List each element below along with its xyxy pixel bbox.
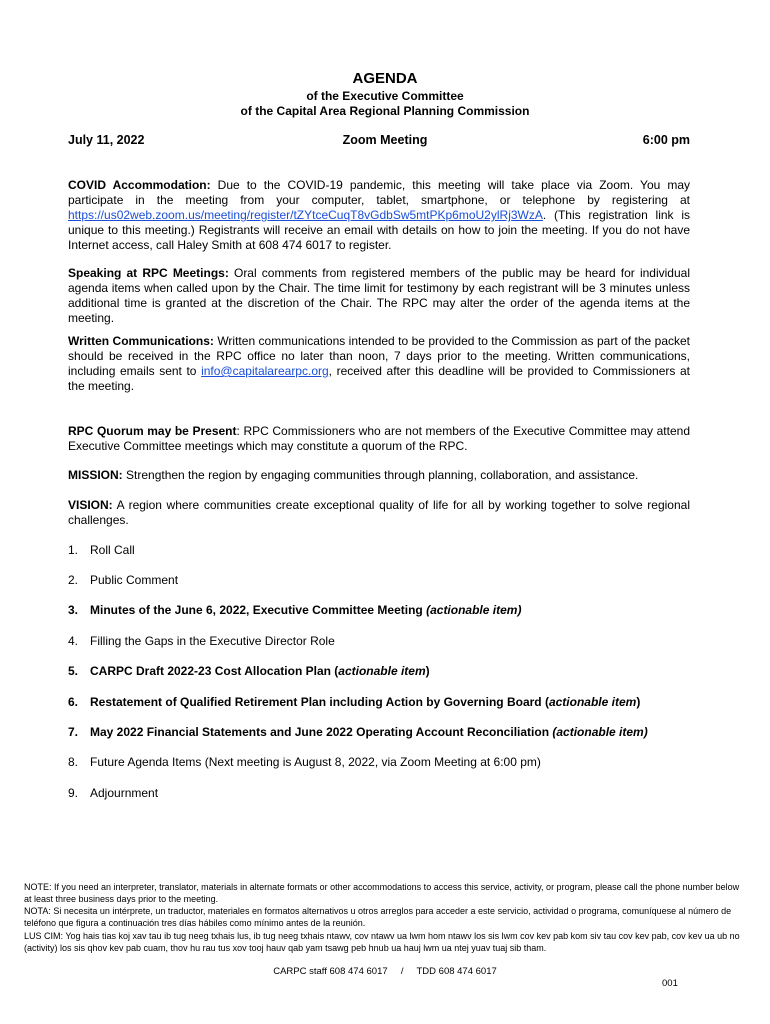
covid-text-1: Due to the COVID-19 pandemic, this meeting will take place via Zoom. You may participate in the meeting from your computer, tablet, smartphone, or telephone by registering at	[68, 178, 690, 207]
agenda-item	[68, 786, 158, 801]
agenda-item-text: Public Comment	[90, 573, 179, 587]
agenda-item	[68, 695, 640, 710]
agenda-item-number: 1.	[68, 543, 79, 557]
actionable-tag: (actionable item)	[552, 725, 648, 739]
actionable-tag: actionable item	[548, 695, 637, 709]
footer-contact: CARPC staff 608 474 6017 / TDD 608 474 6017	[273, 966, 497, 977]
mission-statement	[68, 468, 690, 483]
covid-text-2: . (This registration link is unique to this meeting.) Registrants will receive an email with details on how to join the meeting. If you do not have Internet access, call Haley Smith at 608 474 6017 to register.	[68, 208, 690, 252]
agenda-item	[68, 603, 521, 618]
agenda-item-text: Adjournment	[90, 786, 159, 800]
agenda-title: AGENDA	[352, 70, 418, 87]
meeting-time: 6:00 pm	[642, 133, 690, 147]
agenda-item-text: Roll Call	[90, 543, 135, 557]
agenda-item-number: 4.	[68, 634, 79, 648]
written-text-1: Written communications intended to be provided to the Commission as part of the packet should be received in the RPC office no later than noon, 7 days prior to the meeting. Written communications, including emails sent to	[68, 334, 690, 378]
agenda-item-close: )	[636, 695, 641, 709]
agenda-item	[68, 573, 178, 588]
agenda-item-text: May 2022 Financial Statements and June 2022 Operating Account Reconciliation	[90, 725, 553, 739]
accessibility-note-spanish: NOTA: Si necesita un intérprete, un traductor, materiales en formatos alternativos u otros arreglos para acceder a este servicio, actividad o programa, comuníquese al número de teléfono que figura a continuación tres días hábiles como mínimo antes de la reunión.	[24, 906, 732, 928]
agenda-item-text: Future Agenda Items (Next meeting is August 8, 2022, via Zoom Meeting at 6:00 pm)	[90, 755, 541, 769]
agenda-item	[68, 664, 430, 679]
covid-label: COVID Accommodation:	[68, 178, 211, 192]
agenda-item	[68, 755, 541, 770]
agenda-item-number: 8.	[68, 755, 79, 769]
speaking-at-meetings	[68, 266, 690, 326]
mission-label: MISSION:	[68, 468, 123, 482]
agenda-item	[68, 725, 648, 740]
covid-accommodation	[68, 178, 690, 253]
agenda-item-number: 3.	[68, 603, 79, 617]
written-communications	[68, 334, 690, 394]
agenda-subtitle-commission: of the Capital Area Regional Planning Commission	[240, 104, 530, 118]
zoom-registration-link[interactable]: https://us02web.zoom.us/meeting/register/tZYtceCuqT8vGdbSw5mtPKp6moU2ylRj3WzA	[68, 208, 543, 222]
page-number: 001	[662, 978, 678, 989]
agenda-item-close: )	[425, 664, 430, 678]
agenda-item-text: Filling the Gaps in the Executive Director Role	[90, 634, 335, 648]
speaking-text: Oral comments from registered members of the public may be heard for individual agenda items when called upon by the Chair. The time limit for testimony by each registrant will be 3 minutes unless additional time is granted at the discretion of the Chair. The RPC may alter the order of the agenda items at the meeting.	[68, 266, 690, 325]
agenda-item	[68, 543, 135, 558]
email-link[interactable]: info@capitalarearpc.org	[201, 364, 329, 378]
written-text-2: , received after this deadline will be provided to Commissioners at the meeting.	[68, 364, 690, 393]
agenda-item-text: Restatement of Qualified Retirement Plan including Action by Governing Board (	[90, 695, 549, 709]
agenda-item	[68, 634, 335, 649]
quorum-label: RPC Quorum may be Present	[68, 424, 237, 438]
actionable-tag: actionable item	[338, 664, 426, 678]
actionable-tag: (actionable item)	[426, 603, 522, 617]
agenda-item-number: 7.	[68, 725, 79, 739]
agenda-item-number: 6.	[68, 695, 79, 709]
agenda-item-number: 5.	[68, 664, 79, 678]
agenda-item-text: Minutes of the June 6, 2022, Executive Committee Meeting	[90, 603, 427, 617]
accessibility-note-hmong: LUS CIM: Yog hais tias koj xav tau ib tug neeg txhais lus, ib tug neeg txhais ntawv, cov ntawv ua lwm hom ntawv los sis lwm cov kev pab kom siv tau cov kev pab, cov kev ua ub no (activity) los sis qhov kev pab cuam, thov hu rau tus xov tooj hauv qab yam tsawg peb hnub ua hauj lwm ua ntej yuav tuaj sib tham.	[24, 931, 740, 953]
quorum-notice	[68, 424, 690, 454]
vision-text: A region where communities create exceptional quality of life for all by working together to solve regional challenges.	[68, 498, 690, 527]
accessibility-note-english: NOTE: If you need an interpreter, translator, materials in alternate formats or other accommodations to access this service, activity, or program, please call the phone number below at least three business days prior to the meeting.	[24, 882, 740, 904]
agenda-subtitle-committee: of the Executive Committee	[306, 89, 464, 103]
meeting-date: July 11, 2022	[68, 133, 145, 147]
agenda-item-number: 9.	[68, 786, 79, 800]
written-label: Written Communications:	[68, 334, 214, 348]
vision-statement	[68, 498, 690, 528]
quorum-text: : RPC Commissioners who are not members of the Executive Committee may attend Executive Committee meetings which may constitute a quorum of the RPC.	[68, 424, 690, 453]
agenda-item-number: 2.	[68, 573, 79, 587]
mission-text: Strengthen the region by engaging communities through planning, collaboration, and assistance.	[122, 468, 639, 482]
vision-label: VISION:	[68, 498, 113, 512]
speaking-label: Speaking at RPC Meetings:	[68, 266, 229, 280]
agenda-item-text: CARPC Draft 2022-23 Cost Allocation Plan (	[90, 664, 339, 678]
meeting-location: Zoom Meeting	[342, 133, 428, 147]
